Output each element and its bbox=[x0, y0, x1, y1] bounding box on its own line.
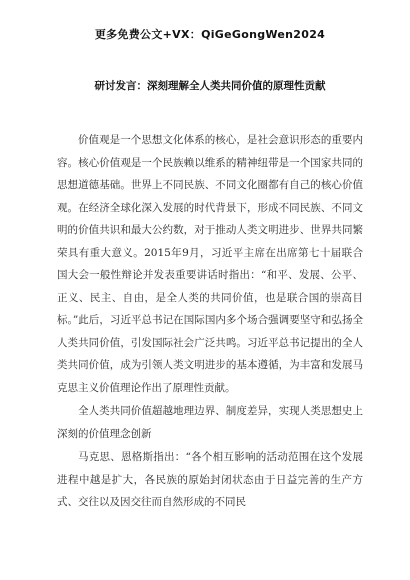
body-paragraph-3: 马克思、恩格斯指出：“各个相互影响的活动范围在这个发展进程中越是扩大，各民族的原始封闭状态由于日益完善的生产方式、交往以及因交往而自然形成的不同民 bbox=[57, 451, 363, 508]
document-title: 研讨发言：深刻理解全人类共同价值的原理性贡献 bbox=[94, 80, 326, 92]
body-paragraph-2: 全人类共同价值超越地理边界、制度差异，实现人类思想史上深刻的价值理念创新 bbox=[57, 405, 363, 440]
promo-header: 更多免费公文+VX：QiGeGongWen2024 bbox=[94, 28, 326, 41]
body-paragraph-1: 价值观是一个思想文化体系的核心，是社会意识形态的重要内容。核心价值观是一个民族赖以维系的精神纽带是一个国家共同的思想道德基础。世界上不同民族、不同文化圈都有自己的核心价值观。在经济全球化深入发展的时代背景下，形成不同民族、不同文明的价值共识和最大公约数，对于推动人类文明进步、世界共同繁荣具有重大意义。2015年9月，习近平主席在出席第七十届联合国大会一般性辩论并发表重要讲话时指出：“和平、发展、公平、正义、民主、自由，是全人类的共同价值，也是联合国的崇高目标。”此后，习近平总书记在国际国内多个场合强调要坚守和弘扬全人类共同价值，引发国际社会广泛共鸣。习近平总书记提出的全人类共同价值，成为引领人类文明进步的基本遵循，为丰富和发展马克思主义价值理论作出了原理性贡献。 bbox=[57, 134, 363, 394]
